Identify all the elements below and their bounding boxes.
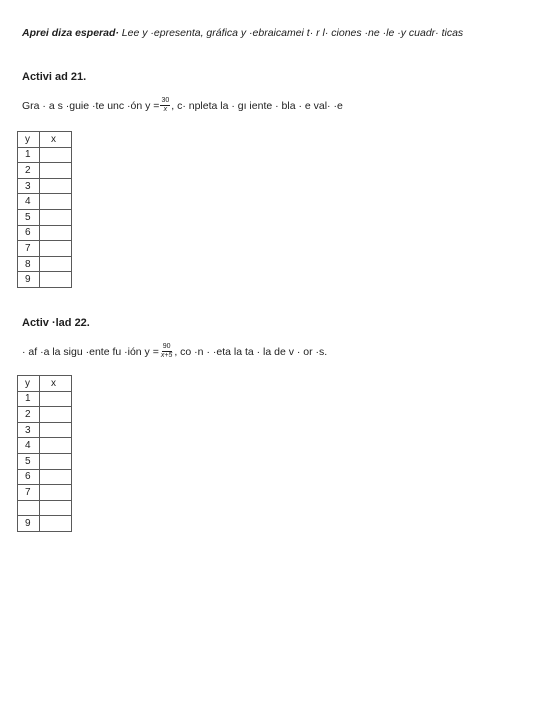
table-header-row — [18, 132, 72, 148]
cell-x-input[interactable] — [40, 516, 72, 532]
table-row — [18, 256, 72, 272]
cell-x-input[interactable] — [40, 178, 72, 194]
activity-22-values-table — [17, 375, 72, 532]
cell-x-input[interactable] — [40, 422, 72, 438]
cell-x-input[interactable] — [40, 241, 72, 257]
cell-y: 4 — [18, 194, 40, 210]
table-header-row — [18, 376, 72, 392]
learning-objective-text: Lee y ·epresenta, gráfica y ·ebraicamei t· r l· ciones ·ne ·le ·y cuadr· ticas — [118, 27, 464, 39]
cell-x-input[interactable] — [40, 407, 72, 423]
table-row — [18, 391, 72, 407]
cell-y: 2 — [18, 163, 40, 179]
learning-objective-label: Aprei diza esperad· — [22, 27, 119, 39]
table-row — [18, 272, 72, 288]
cell-x-input[interactable] — [40, 453, 72, 469]
activity-21-instruction — [22, 97, 343, 114]
cell-y: 3 — [18, 422, 40, 438]
cell-x-input[interactable] — [40, 225, 72, 241]
activity-21-title: Activi ad 21. — [22, 71, 87, 83]
cell-y: 6 — [18, 225, 40, 241]
cell-x-input[interactable] — [40, 438, 72, 454]
table-row — [18, 163, 72, 179]
activity-22-fraction — [160, 343, 173, 360]
cell-y: 7 — [18, 241, 40, 257]
fraction-denominator: x+5 — [160, 352, 173, 359]
table-row — [18, 225, 72, 241]
cell-x-input[interactable] — [40, 256, 72, 272]
table-row — [18, 485, 72, 501]
cell-x-input[interactable] — [40, 147, 72, 163]
cell-y: 2 — [18, 407, 40, 423]
table-row — [18, 422, 72, 438]
cell-y: 5 — [18, 209, 40, 225]
learning-objective — [22, 25, 492, 42]
table-row — [18, 500, 72, 516]
cell-y: 7 — [18, 485, 40, 501]
activity-22-instruction-start: · af ·a la sigu ·ente fu ·ión y = — [22, 345, 159, 358]
cell-y: 8 — [18, 256, 40, 272]
cell-y: 5 — [18, 453, 40, 469]
cell-x-input[interactable] — [40, 194, 72, 210]
cell-x-input[interactable] — [40, 391, 72, 407]
fraction-numerator: 90 — [162, 343, 171, 350]
cell-y — [18, 500, 40, 516]
table-row — [18, 147, 72, 163]
cell-y: 4 — [18, 438, 40, 454]
cell-x-input[interactable] — [40, 485, 72, 501]
activity-22-instruction — [22, 343, 327, 360]
table-row — [18, 194, 72, 210]
header-x: x — [40, 132, 72, 148]
fraction-numerator: 30 — [161, 97, 170, 104]
cell-x-input[interactable] — [40, 163, 72, 179]
activity-21-fraction — [160, 97, 170, 114]
fraction-denominator: x — [163, 106, 168, 113]
table-row — [18, 241, 72, 257]
table-row — [18, 453, 72, 469]
table-row — [18, 469, 72, 485]
cell-y: 1 — [18, 391, 40, 407]
header-y: y — [18, 132, 40, 148]
header-x: x — [40, 376, 72, 392]
cell-y: 1 — [18, 147, 40, 163]
cell-x-input[interactable] — [40, 469, 72, 485]
table-row — [18, 516, 72, 532]
cell-y: 6 — [18, 469, 40, 485]
cell-x-input[interactable] — [40, 500, 72, 516]
activity-21-instruction-end: , c· npleta la · gı iente · bla · e val· ·e — [171, 99, 343, 112]
table-row — [18, 209, 72, 225]
cell-y: 3 — [18, 178, 40, 194]
header-y: y — [18, 376, 40, 392]
cell-x-input[interactable] — [40, 209, 72, 225]
activity-22-title: Activ ·lad 22. — [22, 317, 90, 329]
activity-21-values-table — [17, 131, 72, 288]
cell-y: 9 — [18, 272, 40, 288]
cell-x-input[interactable] — [40, 272, 72, 288]
table-row — [18, 178, 72, 194]
cell-y: 9 — [18, 516, 40, 532]
activity-21-instruction-start: Gra · a s ·guie ·te unc ·ón y = — [22, 99, 160, 112]
table-row — [18, 407, 72, 423]
table-row — [18, 438, 72, 454]
activity-22-instruction-end: , co ·n · ·eta la ta · la de v · or ·s. — [174, 345, 328, 358]
